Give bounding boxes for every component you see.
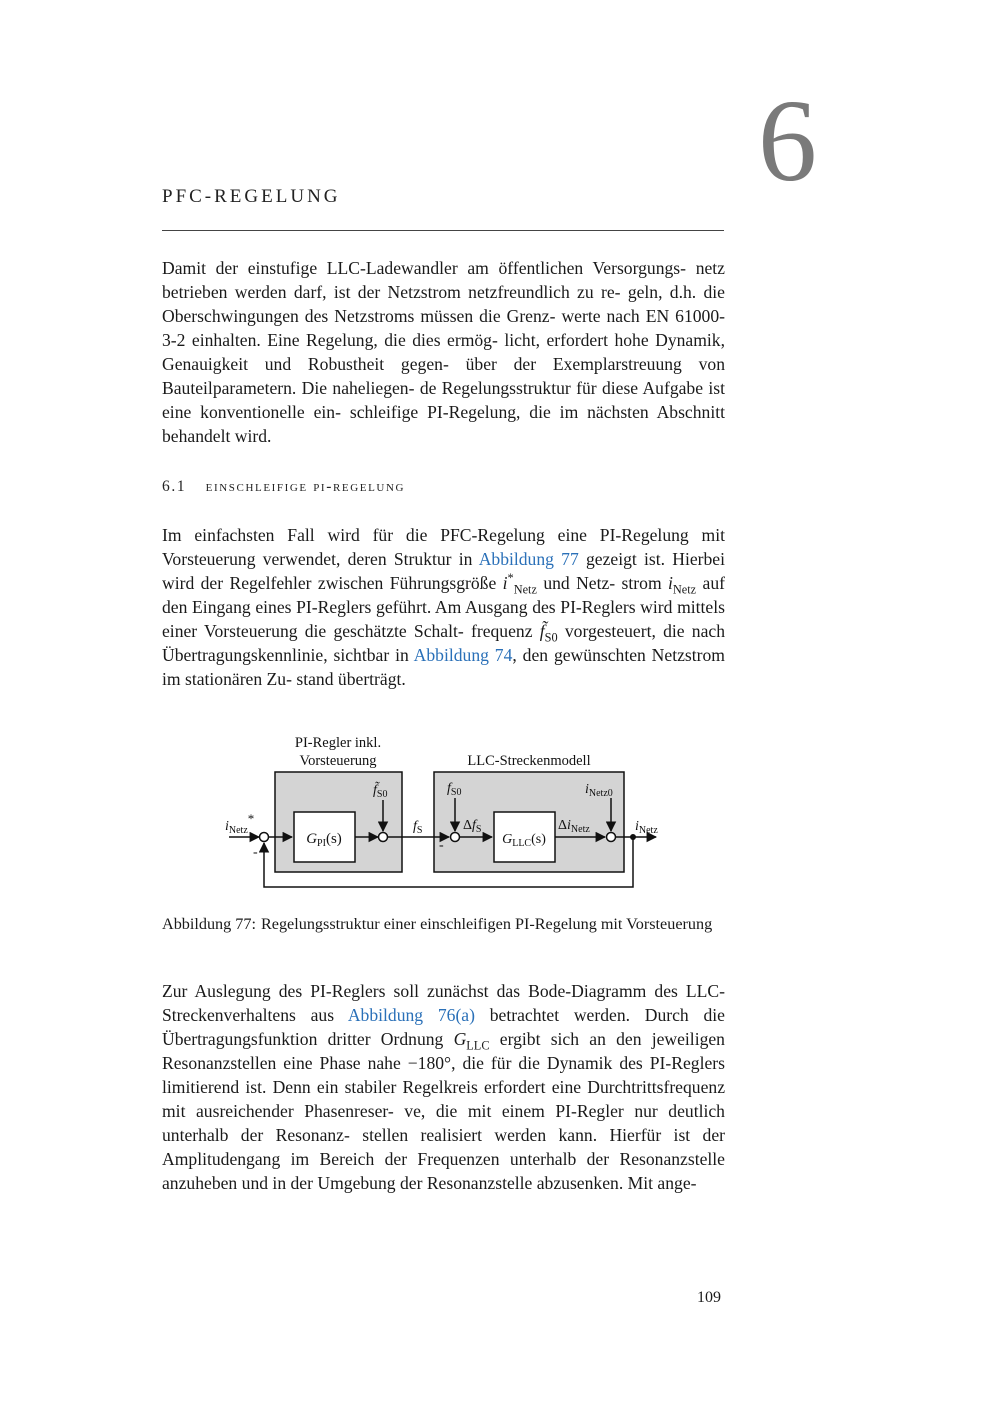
math-sub: Netz [513,582,537,597]
text-line: über der Exemplarstreuung von Bauteilparametern. Die naheliegen- [162,354,726,398]
figure-link[interactable]: Abbildung 76(a) [347,1005,475,1025]
paragraph-pi-structure [162,523,725,691]
dinetz-label: $\Delta i_{Netz}$ [558,818,590,835]
text-line: schleifige PI-Regelung, die im nächsten Abschnitt behandelt wird. [162,402,725,446]
figure-caption [162,913,725,935]
inetz0-label: $i_{Netz0}$ [585,782,613,799]
chapter-rule [162,230,724,231]
block1-label-line1: PI-Regler inkl. [294,735,382,751]
text-fragment: betrachtet werden. [474,1005,631,1025]
ftilde-label: $f̃_{S0}$ [373,783,388,800]
summing-junction-1 [260,833,269,842]
text-line: an den jeweiligen Resonanzstellen eine Phase nahe −180°, die für die [162,1029,725,1073]
block-diagram [215,730,675,900]
gpi-label: $G_{PI}(s)$ [306,831,342,849]
text-line: ve, die mit einem PI-Regler nur deutlich unterhalb der Resonanz- [162,1101,725,1145]
text-line: und in der Umgebung der Resonanzstelle abzusenken. Mit ange- [241,1173,697,1193]
text-fragment: , den gewünschten Netzstrom im stationären Zu- [162,645,725,689]
text-fragment: und Netz- [536,573,616,593]
dfs-label: $\Delta f_S$ [463,818,482,835]
gpi-block [294,812,355,862]
fs-label: $f_S$ [413,819,423,836]
text-fragment: Durch die Übertragungsfunktion dritter Ordnung [162,1005,725,1049]
section-heading [162,478,405,496]
text-fragment: Vorsteuerung verwendet, deren Struktur in [162,549,479,569]
summing-junction-4 [607,833,616,842]
block1-label-line2: Vorsteuerung [299,753,377,769]
math-sub: Netz [672,582,697,597]
caption-text: Regelungsstruktur einer einschleifigen PI-Regelung mit Vorsteuerung [260,915,713,933]
text-line: Bereich der Frequenzen unterhalb der Resonanzstelle anzuheben [162,1149,725,1193]
text-fragment: Hierbei wird der Regelfehler zwischen Führungsgröße [162,549,725,593]
text-fragment: in [395,645,414,665]
output-label: $i_{Netz}$ [635,819,658,836]
section-title: einschleifige pi-regelung [205,478,406,495]
text-line: geln, d.h. die Oberschwingungen des Netzstroms müssen die Grenz- [162,282,725,326]
paragraph-intro [162,256,725,448]
math-var: i [502,573,508,593]
text-line: des PI-Reglers wird mittels einer Vorsteuerung die geschätzte Schalt- [162,597,725,641]
text-fragment: auf den Eingang eines PI-Reglers geführt. Am Ausgang [162,573,725,617]
math-sub: S0 [544,630,558,645]
chapter-title: PFC-REGELUNG [162,186,341,207]
input-label: $i_{Netz}*$ [225,811,255,836]
text-fragment: frequenz [470,621,540,641]
text-line: stand überträgt. [296,669,406,689]
text-fragment: vorgesteuert, die nach Übertragungskennlinie, sichtbar [162,621,726,665]
text-line: Damit der einstufige LLC-Ladewandler am öffentlichen Versorgungs- [162,258,687,278]
text-line: Zur Auslegung des PI-Reglers soll zunächst das Bode-Diagramm [162,981,647,1001]
section-number: 6.1 [162,478,187,495]
paragraph-bode [162,979,725,1195]
caption-label: Abbildung 77: [162,915,256,933]
text-line: netz betrieben werden darf, ist der Netzstrom netzfreundlich zu re- [162,258,725,302]
text-line: de Regelungsstruktur für diese Aufgabe ist eine konventionelle ein- [162,378,725,422]
text-fragment: strom [621,573,668,593]
math-sup: * [507,571,514,586]
text-line: erfordert eine Durchtrittsfrequenz mit ausreichender Phasenreser- [162,1077,725,1121]
text-line: stellen realisiert werden kann. Hierfür ist der Amplitudengang im [162,1125,725,1169]
text-fragment: gezeigt ist. [578,549,666,569]
text-line: werte nach EN 61000-3-2 einhalten. Eine Regelung, die dies ermög- [162,306,725,350]
summing-junction-3 [451,833,460,842]
math-var: f̃ [539,621,545,641]
block2-label: LLC-Streckenmodell [467,753,591,769]
minus-sign-1: - [253,845,258,860]
figure-link[interactable]: Abbildung 74 [413,645,513,665]
fs0-label: $f_{S0}$ [447,781,462,798]
text-line: Dynamik des PI-Reglers limitierend ist. Denn ein stabiler Regelkreis [162,1053,725,1097]
text-fragment: ergibt sich [489,1029,580,1049]
page-number: 109 [697,1289,721,1306]
math-var: G [453,1029,467,1049]
math-sub: LLC [466,1038,490,1053]
minus-sign-2: - [439,838,444,853]
summing-junction-2 [379,833,388,842]
gllc-label: $G_{LLC}(s)$ [502,832,546,849]
figure-link[interactable]: Abbildung 77 [478,549,579,569]
chapter-number: 6 [758,75,817,206]
text-line: licht, erfordert hohe Dynamik, Genauigkeit und Robustheit gegen- [162,330,725,374]
text-line: Im einfachsten Fall wird für die PFC-Regelung eine PI-Regelung mit [162,525,725,545]
math-var: i [668,573,673,593]
text-fragment: des LLC-Streckenverhaltens aus [162,981,725,1025]
